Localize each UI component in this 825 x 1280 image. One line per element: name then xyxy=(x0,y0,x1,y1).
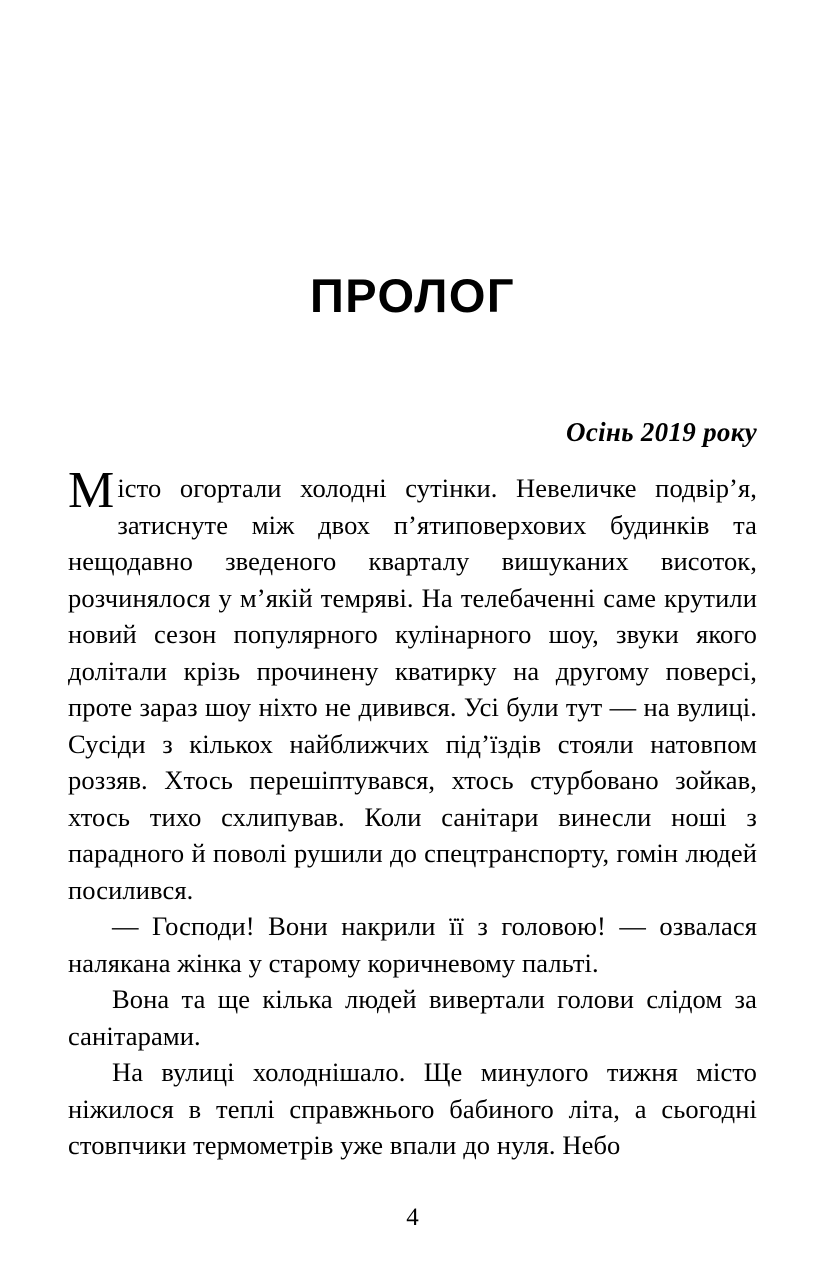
paragraph-text: — Господи! Вони накрили її з головою! — озвалася налякана жінка у старому коричневому пальті. xyxy=(68,911,757,978)
page-title: ПРОЛОГ xyxy=(309,269,516,322)
drop-cap: М xyxy=(68,462,115,519)
paragraph xyxy=(68,1054,757,1164)
section-subtitle: Осінь 2019 року xyxy=(566,417,757,447)
paragraph xyxy=(68,462,757,908)
paragraph-text: На вулиці холоднішало. Ще минулого тижня місто ніжилося в теплі справжнього бабиного літа, а сьогодні стовпчики термометрів уже впали до нуля. Небо xyxy=(68,1057,757,1160)
paragraph xyxy=(68,981,757,1054)
paragraph-text: Вона та ще кілька людей вивертали голови слідом за санітарами. xyxy=(68,984,757,1051)
page-number: 4 xyxy=(406,1204,419,1231)
paragraph-text: істо огортали холодні сутінки. Невеличке подвір’я, затиснуте між двох п’ятиповерхових будинків та нещодавно зведеного кварталу вишуканих висоток, розчинялося у м’якій темряві. На телебаченні саме крутили новий сезон популярного кулінарного шоу, звуки якого долітали крізь прочинену кватирку на другому поверсі, проте зараз шоу ніхто не дивився. Усі були тут — на вулиці. Сусіди з кількох найближчих під’їздів стояли натовпом роззяв. Хтось перешіптувався, хтось стурбовано зойкав, хтось тихо схлипував. Коли санітари винесли ноші з парадного й поволі рушили до спецтранспорту, гомін людей посилився. xyxy=(68,473,757,905)
paragraph xyxy=(68,908,757,981)
body-text xyxy=(68,462,757,1164)
